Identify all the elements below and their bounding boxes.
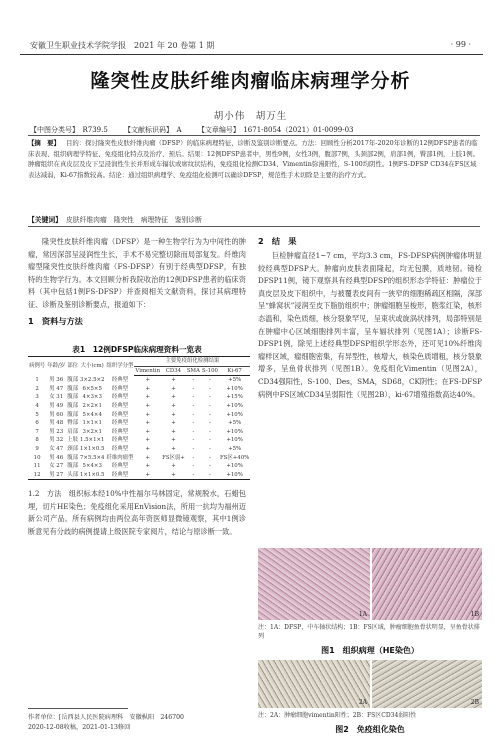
table-cell: -: [192, 385, 195, 392]
col-header-age: 年龄/岁: [46, 357, 66, 376]
table-cell: -: [209, 428, 211, 435]
intro-paragraph: 隆突性皮肤纤维肉瘤（DFSP）是一种生物学行为为中间性的肿瘤，常因深部呈浸润性生长，手术不易完整切除而局部复发。纤维肉瘤型隆突性皮肤纤维肉瘤（FS-DFSP）有别于经典型DFSP，有独特的生物学行为。本文回顾分析我院收治的12例DFSP患者的临床资料（其中包括1例FS-DFSP）并查阅相关文献资料，探讨其病理特征、诊断及鉴别诊断要点，报道如下：: [28, 237, 246, 309]
table-cell: +: [171, 428, 176, 435]
table-cell: -: [209, 445, 211, 452]
abstract-text: 目的：探讨隆突性皮肤纤维肉瘤（DFSP）的临床病理特征、诊断及鉴别诊断要点。方法：回顾性分析2017年-2020年诊断的12例DFSP患者的临床表现、组织病理学特征、免疫组化特点及治疗、预后。结果：12例DFSP患者中，男性9例，女性3例，腹部7例，头颈部2例，肩部1例，臀部1例，上肢1例。肿瘤组织在真皮层及皮下呈浸润性生长并形成车辐状或席纹状结构，免疫组化检测CD34、Vimentin弥漫阳性，S-100均阴性。1例FS-DFSP CD34在FS区域表达减弱，Ki-67指数较高。结论：通过组织病理学、免疫组化检测可以确诊DFSP，规范性手术切除是主要的治疗方式。: [28, 139, 480, 179]
figure-2a-label: 2A: [358, 699, 367, 706]
table-cell: 1: [35, 376, 39, 383]
table-cell: 5×4×4: [82, 411, 102, 418]
table-cell: 女 27: [49, 463, 64, 470]
table-row: [28, 445, 250, 454]
footnote: [28, 713, 246, 732]
table-cell: +5%: [228, 377, 242, 384]
figure-2-title: 图2 免疫组化染色: [335, 725, 405, 734]
table-cell: 1×1×0.5: [79, 471, 105, 480]
footnote-rule: [28, 708, 128, 709]
table-row: [28, 419, 250, 428]
figure-1-title: 图1 组织病理（HE染色）: [321, 646, 419, 655]
table-cell: 腹部: [67, 376, 78, 383]
table-cell: 9: [35, 445, 39, 452]
figure-2b-image: [372, 660, 482, 708]
table-cell: +10%: [226, 385, 243, 392]
table-cell: 腹部: [67, 394, 78, 401]
table-cell: 5×4×3: [82, 463, 102, 470]
table-cell: +: [171, 411, 176, 418]
table-row: [28, 402, 250, 411]
col-header-s100: S-100: [201, 366, 219, 376]
table-cell: +: [171, 402, 176, 409]
table-cell: 经典型: [111, 394, 129, 401]
col-header-type: 组织学分型: [105, 357, 134, 376]
table-cell: 经典型: [111, 445, 129, 452]
table-cell: 3: [35, 394, 39, 401]
table-cell: 纤维肉瘤型: [106, 454, 134, 461]
table-cell: -: [209, 385, 211, 392]
table-cell: 8: [35, 437, 39, 444]
table-cell: 经典型: [111, 428, 129, 435]
document-code: 【文献标识码】 A: [124, 126, 182, 134]
col-header-ihc: 主要免疫组化检测结果: [134, 357, 250, 367]
table-caption: 表1 12例DFSP临床病理资料一览表: [72, 345, 202, 354]
keywords-label: 【关键词】: [28, 216, 62, 224]
table-row: [28, 376, 250, 385]
abstract-label: 【摘 要】: [28, 139, 60, 147]
figure-2-note: 注：2A：肿瘤细胞vimentin阳性；2B：FS区CD34弱阳性: [258, 712, 417, 719]
table-cell: +: [171, 385, 176, 392]
table-cell: +10%: [219, 471, 250, 480]
table-body: [28, 376, 250, 480]
table-cell: +5%: [228, 445, 242, 452]
table-row: [28, 454, 250, 463]
table-cell: -: [209, 420, 211, 427]
table-cell: -: [209, 454, 211, 461]
table-cell: +: [171, 445, 176, 452]
table-cell: -: [209, 394, 211, 401]
author-affiliation: 作者单位：[岳西县人民医院病理科 安徽枞阳 246700: [28, 714, 184, 721]
table-cell: 7×5.5×4: [79, 454, 105, 461]
table-cell: -: [192, 420, 195, 427]
table-cell: +: [171, 394, 176, 401]
table-cell: -: [192, 445, 195, 452]
col-header-vimentin: Vimentin: [134, 366, 161, 376]
col-header-ki67: Ki-67: [219, 366, 250, 376]
figure-1b-label: 1B: [470, 611, 479, 618]
figure-1-note: 注：1A：DFSP，中车轴状结构；1B：FS区域，肿瘤细胞鱼骨状明显，呈鱼骨状排列: [258, 624, 480, 640]
table-cell: 2: [35, 385, 39, 392]
table-cell: 5: [35, 411, 39, 418]
table-cell: 男 48: [49, 420, 64, 427]
table-cell: 经典型: [111, 402, 129, 409]
table-cell: 男 23: [49, 428, 64, 435]
table-cell: 男 36: [49, 376, 64, 383]
table-cell: -: [192, 394, 195, 401]
table-cell: +: [145, 377, 151, 384]
table-cell: 经典型: [105, 471, 134, 480]
running-header-left: 安徽卫生职业技术学院学报 2021 年 20 卷第 1 期: [30, 41, 215, 50]
col-header-sma: SMA: [186, 366, 201, 376]
methods-paragraph: 1.2 方法 组织标本经10%中性福尔马林固定，常规脱水，石蜡包埋，切片HE染色；免疫组化采用EnVision法，所用一抗均为福州迈新公司产品。所有病例均由两位高年资医师显微镜观察，其中1例诊断意见有分歧的病例提请上级医院专家阅片，结论与原诊断一致。: [28, 489, 246, 536]
table-cell: +: [145, 463, 151, 470]
table-cell: -: [192, 437, 195, 444]
table-cell: +: [145, 411, 151, 418]
table-cell: 腹部: [67, 463, 78, 470]
table-cell: 经典型: [111, 463, 129, 470]
table-cell: 男 60: [49, 411, 64, 418]
table-cell: +: [171, 377, 176, 384]
table-row: [28, 436, 250, 445]
table-cell: -: [192, 377, 195, 384]
table-cell: 肩部: [67, 428, 78, 435]
table-cell: -: [209, 463, 211, 470]
section-heading-results: 2 结 果: [258, 236, 297, 246]
table-cell: +10%: [226, 437, 243, 444]
table-cell: -: [192, 428, 195, 435]
table-row: [28, 385, 250, 394]
figure-1b-image: [372, 548, 482, 620]
table-cell: 颈部: [67, 445, 78, 452]
article-number: 【文章编号】 1671-8054（2021）01-0099-03: [197, 126, 354, 134]
col-header-size: 大小(cm): [79, 357, 105, 376]
table-cell: -: [192, 463, 195, 470]
table-cell: +10%: [226, 428, 243, 435]
table-cell: 6×5×5: [82, 385, 102, 392]
table-cell: +: [171, 437, 176, 444]
table-cell: 3×2×1: [82, 428, 102, 435]
table-cell: +15%: [226, 394, 243, 401]
abstract-rule: [28, 226, 480, 227]
table-cell: 女 47: [49, 445, 64, 452]
table-cell: 腹部: [67, 411, 78, 418]
table-cell: 12: [28, 471, 46, 480]
figure-1a-label: 1A: [358, 611, 367, 618]
table-cell: 11: [33, 463, 41, 470]
table-cell: 男 32: [49, 437, 64, 444]
table-cell: FS区弱+: [162, 454, 185, 461]
keywords-text: 皮肤纤维肉瘤 隆突性 病理特征 鉴别诊断: [66, 216, 202, 224]
table-cell: 1×1×1: [82, 420, 102, 427]
table-cell: 男 47: [49, 385, 64, 392]
table-cell: -: [209, 402, 211, 409]
table-cell: 1×1×0.5: [79, 445, 105, 452]
table-row: [28, 393, 250, 402]
table-row: [28, 462, 250, 471]
col-header-site: 部位: [66, 357, 79, 376]
table-cell: +: [145, 454, 151, 461]
table-cell: 经典型: [111, 411, 129, 418]
received-date: 2020-12-08收稿，2021-01-13修回: [28, 723, 131, 731]
col-header-cd34: CD34: [161, 366, 186, 376]
table-cell: 7: [35, 428, 39, 435]
table-cell: +5%: [228, 420, 242, 427]
table-cell: +: [145, 385, 151, 392]
col-header-case: 病例号: [28, 357, 46, 376]
meta-rule: [28, 135, 480, 136]
clinical-table: [28, 356, 250, 480]
table-row: [28, 471, 250, 480]
table-cell: +: [145, 420, 151, 427]
table-cell: -: [201, 471, 219, 480]
table-cell: 4: [35, 402, 39, 409]
table-cell: -: [192, 411, 195, 418]
table-cell: FS区+40%: [219, 454, 250, 461]
table-cell: +: [145, 445, 151, 452]
table-cell: 男 49: [49, 402, 64, 409]
figure-2b-label: 2B: [470, 699, 479, 706]
table-cell: +10%: [226, 402, 243, 409]
table-cell: 男 46: [49, 454, 64, 461]
table-cell: 经典型: [111, 420, 129, 427]
table-cell: +: [134, 471, 161, 480]
results-paragraph: 巨检肿瘤直径1~7 cm，平均3.3 cm，FS-DFSP病例肿瘤体明显较经典型DFSP大。肿瘤向皮肤表面隆起，均无包膜，质地韧。镜检DFSP11例，镜下观察具有经典型DFSP的组织形态学特征：肿瘤位于真皮层及皮下组织中，与被覆表皮间有一狭窄的细胞稀疏区相隔，深部呈“蜂窝状”浸润至皮下脂肪组织中；肿瘤细胞呈梭形，胞浆红染，核形态温和，染色质细，核分裂象罕见，呈束状或旋涡状排列，局部特别是在肿瘤中心区域细胞排列丰富，呈车辐状排列（见图1A）；诊断FS-DFSP1例，除见上述经典型DFSP组织学形态外，还可见10%纤维肉瘤样区域，瘤细胞密集，有异型性，核增大，核染色质增粗，核分裂象增多，呈鱼骨状排列（见图1B）。免疫组化Vimentin（见图2A），CD34强阳性，S-100、Des，SMA，SD68，CK阴性；在FS-DFSP病例中FS区域CD34呈弱阳性（见图2B），ki-67增殖指数高达40%。: [258, 251, 482, 399]
table-cell: 4×3×3: [82, 394, 102, 401]
figure-2a-image: [258, 660, 370, 708]
table-cell: 2×2×1: [82, 402, 102, 409]
table-cell: +: [161, 471, 186, 480]
table-cell: +: [145, 428, 151, 435]
table-cell: 男 27: [46, 471, 66, 480]
table-cell: +: [171, 420, 176, 427]
table-cell: +10%: [226, 463, 243, 470]
figure-1a-image: [258, 548, 370, 620]
table-cell: 臀部: [67, 420, 78, 427]
header-rule: [20, 54, 483, 55]
authors: 胡小伟 胡万生: [213, 111, 288, 122]
table-cell: -: [209, 437, 211, 444]
table-row: [28, 411, 250, 420]
table-cell: +: [145, 394, 151, 401]
table-cell: -: [209, 377, 211, 384]
abstract: [28, 138, 480, 180]
table-cell: 腹部: [67, 402, 78, 409]
article-title: 隆突性皮肤纤维肉瘤临床病理学分析: [90, 70, 411, 92]
table-cell: -: [186, 471, 201, 480]
table-cell: 经典型: [111, 385, 129, 392]
table-row: [28, 428, 250, 437]
table-cell: 10: [33, 454, 41, 461]
table-cell: 腹部: [67, 385, 78, 392]
article-meta: [30, 125, 480, 135]
table-cell: 上肢: [67, 437, 78, 444]
table-cell: 腹部: [67, 454, 78, 461]
section-heading-methods: 1 资料与方法: [28, 316, 83, 326]
table-cell: 女 31: [49, 394, 64, 401]
table-cell: 经典型: [111, 376, 129, 383]
page-number: · 99 ·: [450, 40, 471, 49]
table-cell: +: [145, 437, 151, 444]
table-cell: 头部: [66, 471, 79, 480]
clc-number: 【中图分类号】 R739.5: [30, 126, 108, 134]
table-cell: -: [192, 402, 195, 409]
keywords: [28, 214, 480, 224]
table-cell: 3×2.5×2: [79, 376, 105, 383]
table-cell: -: [192, 454, 195, 461]
table-cell: +: [171, 463, 176, 470]
table-cell: 6: [35, 420, 39, 427]
table-cell: +: [145, 402, 151, 409]
table-cell: 1.5×1×1: [79, 437, 105, 444]
table-cell: -: [209, 411, 211, 418]
table-cell: 经典型: [111, 437, 129, 444]
table-cell: +10%: [226, 411, 243, 418]
